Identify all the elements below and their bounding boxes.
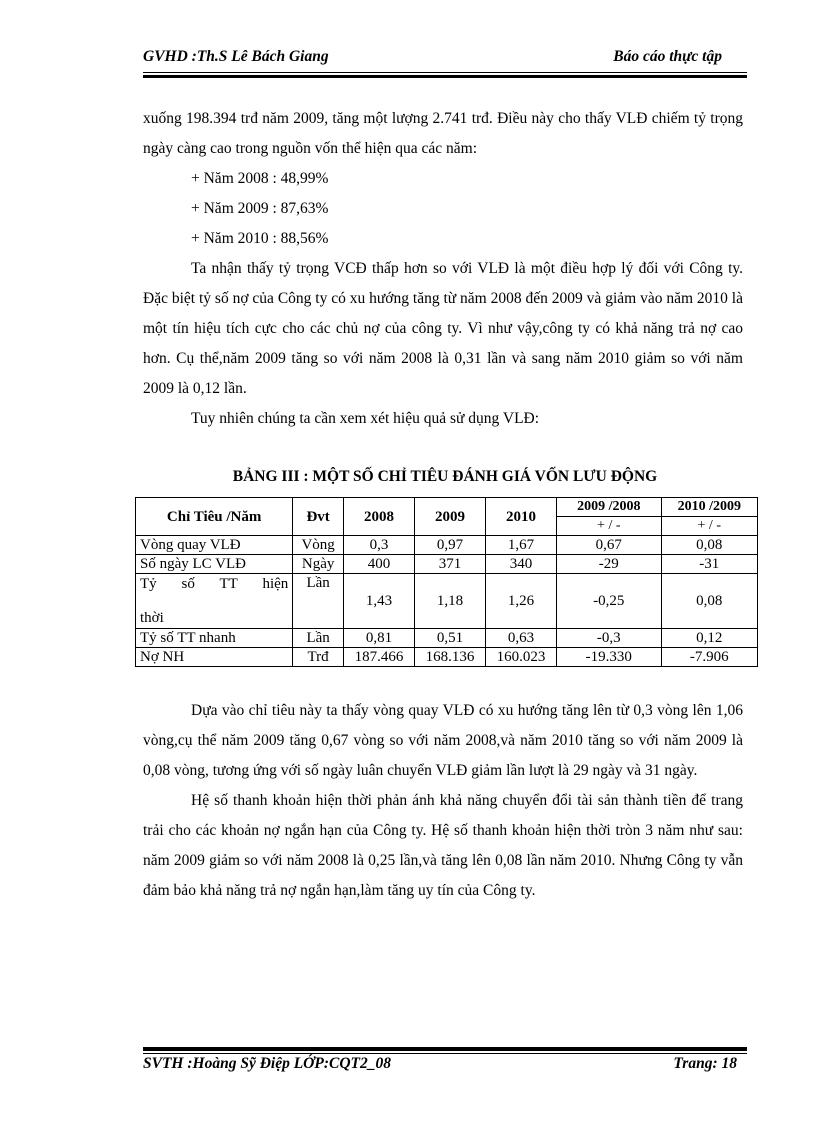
column-header: 2010 (486, 498, 557, 536)
row-label: Tỷ số TT nhanh (136, 629, 293, 648)
table-row (136, 648, 758, 667)
column-subheader: + / - (661, 517, 757, 536)
table-cell: 0,08 (661, 574, 757, 629)
table-cell: -31 (661, 555, 757, 574)
table-row (136, 555, 758, 574)
table-header-row (136, 498, 758, 517)
table-cell: 340 (486, 555, 557, 574)
table-cell: 0,81 (343, 629, 414, 648)
body-section-2 (143, 696, 743, 906)
table-cell: 1,26 (486, 574, 557, 629)
table-row (136, 536, 758, 555)
footer-rule-thin (143, 1053, 747, 1054)
table-row (136, 574, 758, 629)
table-cell: 0,63 (486, 629, 557, 648)
table-cell: -0,3 (557, 629, 662, 648)
column-header: 2009 (415, 498, 486, 536)
table-cell: 1,18 (415, 574, 486, 629)
paragraph: Dựa vào chỉ tiêu này ta thấy vòng quay VLĐ có xu hướng tăng lên từ 0,3 vòng lên 1,06 vòng,cụ thể năm 2009 tăng 0,67 vòng so với năm 2008,và năm 2010 tăng so với năm 2009 là 0,08 vòng, tương ứng với số ngày luân chuyển VLĐ giảm lần lượt là 29 ngày và 31 ngày. (143, 702, 743, 779)
table-cell: Lần (293, 629, 344, 648)
column-header: 2008 (343, 498, 414, 536)
table-cell: 0,08 (661, 536, 757, 555)
table-cell: 371 (415, 555, 486, 574)
table-row (136, 629, 758, 648)
bullet-item: + Năm 2009 : 87,63% (191, 200, 329, 217)
paragraph: xuống 198.394 trđ năm 2009, tăng một lượng 2.741 trđ. Điều này cho thấy VLĐ chiếm tỷ trọng ngày càng cao trong nguồn vốn thể hiện qua các năm: (143, 110, 743, 157)
page-number: Trang: 18 (673, 1055, 737, 1072)
table-cell: 0,3 (343, 536, 414, 555)
table-cell: -19.330 (557, 648, 662, 667)
column-header: Chỉ Tiêu /Năm (136, 498, 293, 536)
table-cell: Ngày (293, 555, 344, 574)
header-rule-thin (143, 72, 747, 73)
row-label-line: thời (140, 610, 164, 626)
paragraph: Hệ số thanh khoản hiện thời phản ánh khả năng chuyển đổi tài sản thành tiền để trang trải cho các khoản nợ ngắn hạn của Công ty. Hệ số thanh khoản hiện thời tròn 3 năm như sau: năm 2009 giảm so với năm 2008 là 0,25 lần,và tăng lên 0,08 lần năm 2010. Nhưng Công ty vẫn đảm bảo khả năng trả nợ ngắn hạn,làm tăng uy tín của Công ty. (143, 792, 743, 899)
row-label: Số ngày LC VLĐ (136, 555, 293, 574)
paragraph: Ta nhận thấy tỷ trọng VCĐ thấp hơn so với VLĐ là một điều hợp lý đối với Công ty. Đặc biệt tỷ số nợ của Công ty có xu hướng tăng từ năm 2008 đến 2009 và giảm vào năm 2010 là một tín hiệu tích cực cho các chủ nợ của công ty. Vì như vậy,công ty có khả năng trả nợ cao hơn. Cụ thể,năm 2009 tăng so với năm 2008 là 0,31 lần và sang năm 2010 giảm so với năm 2009 là 0,12 lần. (143, 260, 743, 397)
table-cell: 160.023 (486, 648, 557, 667)
header-rule-thick (143, 75, 747, 78)
column-header: 2010 /2009 (661, 498, 757, 517)
table-cell: 400 (343, 555, 414, 574)
row-label (136, 574, 293, 629)
table-cell: 168.136 (415, 648, 486, 667)
table-cell: Trđ (293, 648, 344, 667)
paragraph: Tuy nhiên chúng ta cần xem xét hiệu quả sử dụng VLĐ: (191, 410, 540, 427)
supervisor-label: GVHD :Th.S Lê Bách Giang (143, 48, 329, 65)
bullet-item: + Năm 2008 : 48,99% (191, 170, 329, 187)
table-cell: -7.906 (661, 648, 757, 667)
row-label: Nợ NH (136, 648, 293, 667)
table-cell: Lần (293, 574, 344, 629)
table-cell: Vòng (293, 536, 344, 555)
row-label-line: Tỷ số TT hiện (140, 576, 289, 592)
indicator-table (135, 497, 758, 667)
column-subheader: + / - (557, 517, 662, 536)
footer-rule-thick (143, 1047, 747, 1051)
page-header (143, 48, 747, 68)
table-cell: 1,43 (343, 574, 414, 629)
body-section-1 (143, 104, 743, 434)
column-header: Đvt (293, 498, 344, 536)
student-label: SVTH :Hoàng Sỹ Điệp LỚP:CQT2_08 (143, 1055, 391, 1072)
table-cell: -0,25 (557, 574, 662, 629)
table-cell: -29 (557, 555, 662, 574)
table-title: BẢNG III : MỘT SỐ CHỈ TIÊU ĐÁNH GIÁ VỐN LƯU ĐỘNG (232, 468, 658, 485)
table-cell: 187.466 (343, 648, 414, 667)
table-cell: 1,67 (486, 536, 557, 555)
row-label: Vòng quay VLĐ (136, 536, 293, 555)
column-header: 2009 /2008 (557, 498, 662, 517)
page-footer (143, 1055, 747, 1075)
table-cell: 0,97 (415, 536, 486, 555)
bullet-item: + Năm 2010 : 88,56% (191, 230, 329, 247)
table-cell: 0,12 (661, 629, 757, 648)
table-cell: 0,67 (557, 536, 662, 555)
table-cell: 0,51 (415, 629, 486, 648)
report-title: Báo cáo thực tập (613, 48, 722, 65)
